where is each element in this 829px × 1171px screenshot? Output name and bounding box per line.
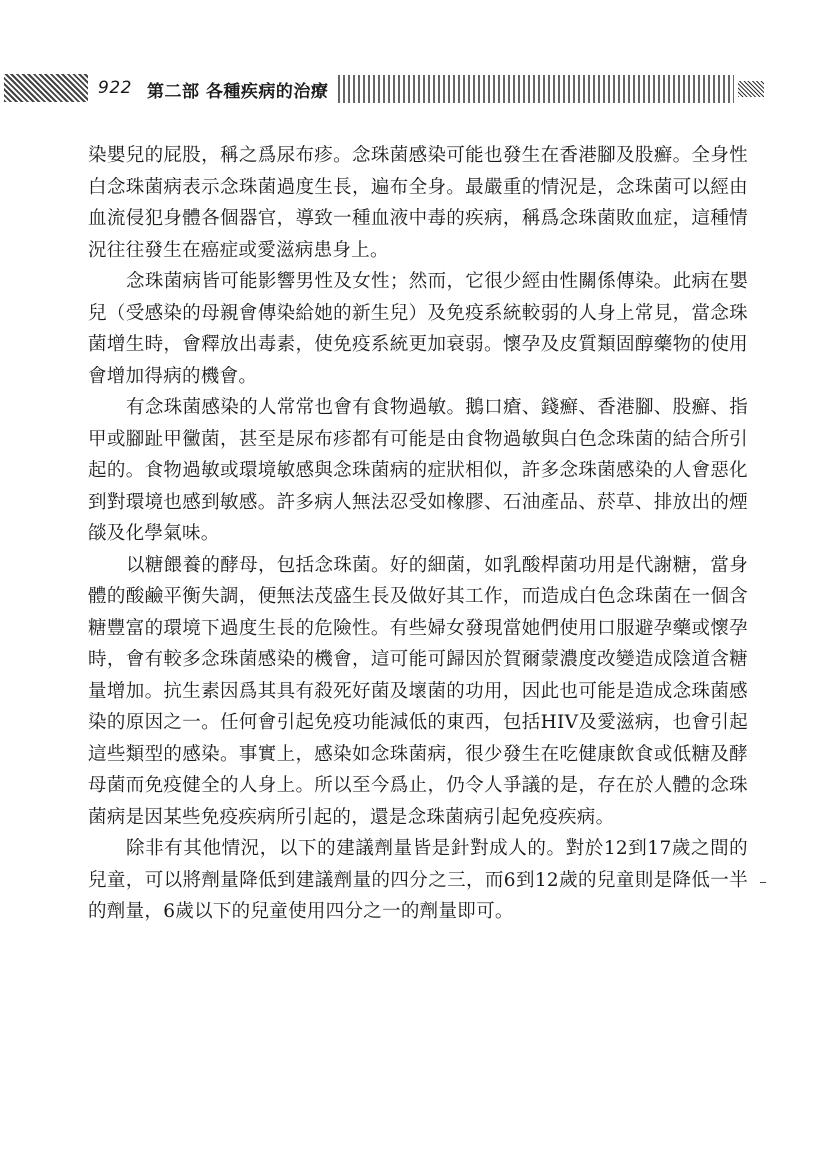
scan-mark [760, 882, 766, 883]
header-decoration-bar [338, 75, 734, 103]
paragraph: 以糖餵養的酵母，包括念珠菌。好的細菌，如乳酸桿菌功用是代謝糖，當身體的酸鹼平衡失調，便無法茂盛生長及做好其工作，而造成白色念珠菌在一個含糖豐富的環境下過度生長的危險性。有些婦女發現當她們使用口服避孕藥或懷孕時，會有較多念珠菌感染的機會，這可能可歸因於賀爾蒙濃度改變造成陰道含糖量增加。抗生素因爲其具有殺死好菌及壞菌的功用，因此也可能是造成念珠菌感染的原因之一。任何會引起免疫功能減低的東西，包括HIV及愛滋病，也會引起這些類型的感染。事實上，感染如念珠菌病，很少發生在吃健康飲食或低糖及酵母菌而免疫健全的人身上。所以至今爲止，仍令人爭議的是，存在於人體的念珠菌病是因某些免疫疾病所引起的，還是念珠菌病引起免疫疾病。 [88, 554, 748, 828]
paragraph: 除非有其他情況，以下的建議劑量皆是針對成人的。對於12到17歲之間的兒童，可以將劑量降低到建議劑量的四分之三，而6到12歲的兒童則是降低一半的劑量，6歲以下的兒童使用四分之一的劑量即可。 [88, 838, 748, 922]
running-header [0, 70, 829, 110]
header-decoration [4, 74, 88, 102]
page-number: 922 [98, 78, 132, 98]
paragraph: 念珠菌病皆可能影響男性及女性；然而，它很少經由性關係傳染。此病在嬰兒（受感染的母親會傳染給她的新生兒）及免疫系統較弱的人身上常見，當念珠菌增生時，會釋放出毒素，使免疫系統更加衰弱。懷孕及皮質類固醇藥物的使用會增加得病的機會。 [88, 271, 748, 387]
paragraph-continued: 染嬰兒的屁股，稱之爲尿布疹。念珠菌感染可能也發生在香港腳及股癬。全身性白念珠菌病表示念珠菌過度生長，遍布全身。最嚴重的情況是，念珠菌可以經由血流侵犯身體各個器官，導致一種血液中毒的疾病，稱爲念珠菌敗血症，這種情況往往發生在癌症或愛滋病患身上。 [88, 145, 748, 261]
section-title: 第二部 各種疾病的治療 [147, 82, 329, 102]
header-decoration-mark [738, 81, 764, 97]
paragraph: 有念珠菌感染的人常常也會有食物過敏。鵝口瘡、錢癬、香港腳、股癬、指甲或腳趾甲黴菌，甚至是尿布疹都有可能是由食物過敏與白色念珠菌的結合所引起的。食物過敏或環境敏感與念珠菌病的症狀相似，許多念珠菌感染的人會惡化到對環境也感到敏感。許多病人無法忍受如橡膠、石油產品、菸草、排放出的煙燄及化學氣味。 [88, 397, 748, 544]
body-text [88, 140, 748, 928]
